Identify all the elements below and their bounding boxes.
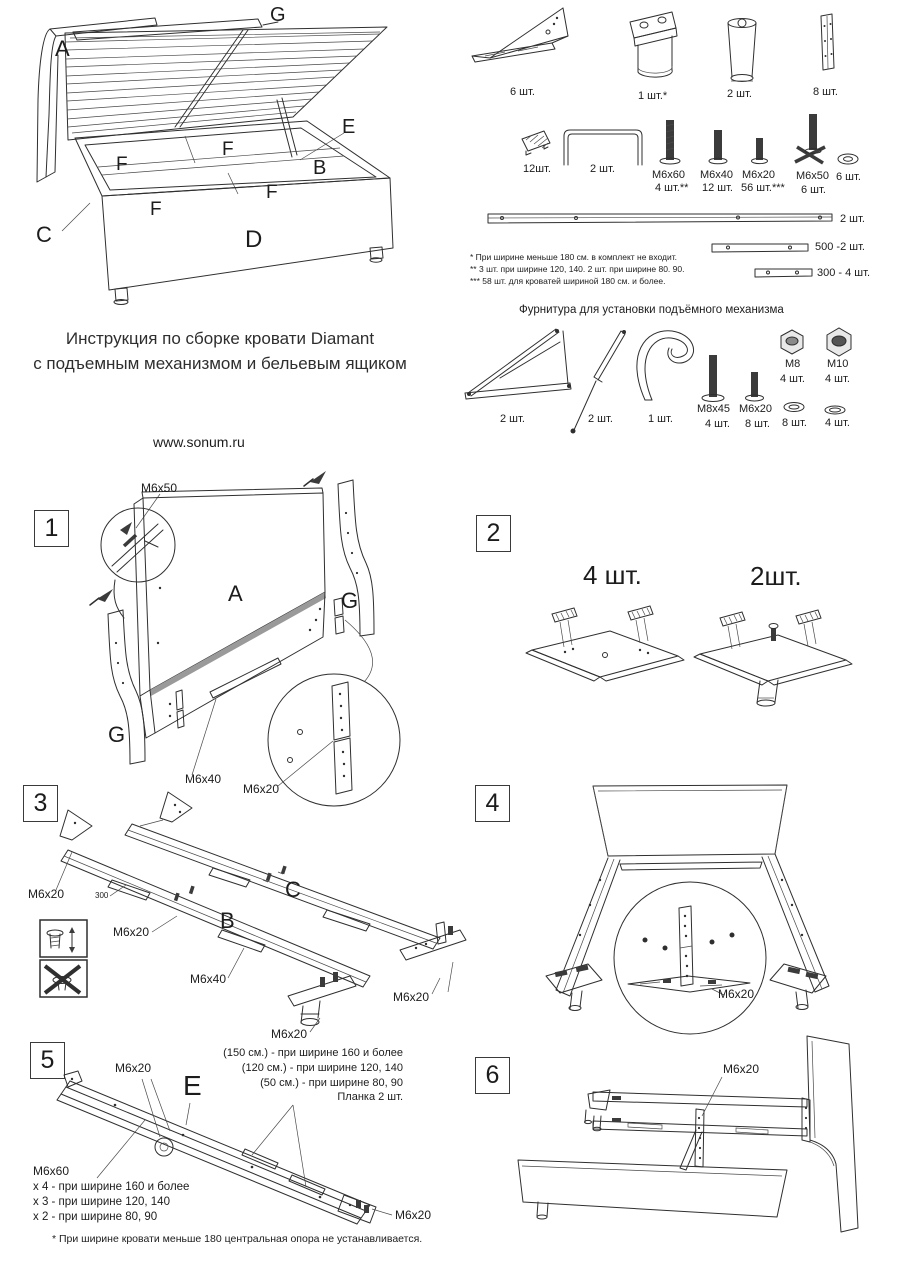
side-rail-b: [60, 810, 370, 1026]
bolt-m6x40-icon: [709, 130, 727, 164]
s1-g-right-label: G: [341, 588, 359, 613]
step-3-digit: 3: [33, 789, 48, 817]
overview-label-f4: F: [150, 199, 162, 220]
plate-qty: 8 шт.: [813, 86, 838, 98]
callout-circle-m6x50: [101, 494, 175, 618]
s1-m6x20-label: M6x20: [243, 782, 280, 796]
m6x40-label: M6x40: [700, 169, 734, 181]
rail-long-icon: [488, 214, 832, 223]
s5-qty-note-2: x 3 - при ширине 120, 140: [33, 1196, 170, 1208]
center-support-icon: [630, 12, 677, 77]
bolt-m6x60-icon: [660, 120, 680, 164]
detail-circle-plates: [268, 620, 400, 806]
s1-m6x40-label: M6x40: [185, 772, 222, 786]
detail-circle-center-support: [614, 882, 766, 1034]
corner-leg-right: [770, 964, 826, 1010]
page-footnote: * При ширине кровати меньше 180 центральная опора не устанавливается.: [52, 1233, 423, 1245]
m6x60-qty: 4 шт.**: [655, 182, 689, 194]
lift-m10-label: M10: [827, 358, 849, 370]
s1-g-left-label: G: [108, 722, 126, 747]
s1-a-label: A: [228, 581, 243, 606]
s3-b-label: B: [220, 908, 235, 933]
headboard-a: [134, 488, 344, 775]
step-4-digit: 4: [485, 789, 500, 817]
s5-m6x20-top: M6x20: [115, 1061, 152, 1075]
bolt-m6x50-allen-icon: [795, 114, 825, 163]
leg-icon: [728, 19, 756, 82]
warning-no-overdrive: [40, 960, 87, 997]
m6x20-qty: 56 шт.***: [741, 182, 785, 194]
strap-icon: [637, 331, 694, 400]
s3-m6x40-label: M6x40: [190, 972, 227, 986]
dowel-screw: [628, 606, 653, 643]
step-6-digit: 6: [485, 1061, 500, 1089]
lift-m8x45-qty: 4 шт.: [705, 418, 730, 430]
lift-mechanism-qty: 2 шт.: [500, 413, 525, 425]
page-title-line2: с подъемным механизмом и бельевым ящиком: [33, 354, 407, 373]
lift-m6x20-label: M6x20: [739, 403, 773, 415]
nut-m10-icon: [827, 328, 851, 356]
frame-left-end: [585, 1090, 622, 1131]
dowel-screw: [796, 610, 821, 646]
overview-label-f3: F: [266, 182, 278, 203]
rail-mid-qty: 500 -2 шт.: [815, 241, 865, 253]
s3-m6x20-bottom: M6x20: [271, 1027, 308, 1041]
step-1-drawing: [20, 468, 460, 820]
corner-plate-right-with-leg: [694, 610, 852, 706]
overview-label-f1: F: [222, 139, 234, 160]
bolt-m8x45-icon: [702, 355, 724, 402]
s4-m6x20-label: M6x20: [718, 987, 755, 1001]
center-support-qty: 1 шт.*: [638, 90, 668, 102]
u-bracket-qty: 2 шт.: [590, 163, 615, 175]
overview-label-d: D: [245, 226, 263, 253]
washer-qty: 6 шт.: [836, 171, 861, 183]
corner-bracket-icon: [472, 8, 568, 62]
rail-short-icon: [755, 269, 812, 277]
s3-m6x20-right: M6x20: [393, 990, 430, 1004]
plate-c-right: [400, 922, 466, 960]
s5-size-note-2: (120 см.) - при ширине 120, 140: [241, 1062, 403, 1074]
corner-leg-left: [546, 964, 602, 1011]
overview-label-c: C: [36, 222, 52, 247]
nut-m8-icon: [781, 330, 803, 354]
lift-m10-qty: 4 шт.: [825, 373, 850, 385]
page-title-line1: Инструкция по сборке кровати Diamant: [65, 329, 375, 348]
lift-strut-qty: 2 шт.: [588, 413, 613, 425]
s3-300-label: 300: [95, 891, 109, 900]
corner-plate-left: [526, 606, 684, 681]
s2-right-qty: 2шт.: [750, 561, 802, 591]
step-4-drawing: [460, 780, 900, 1045]
s5-size-note-4: Планка 2 шт.: [337, 1091, 403, 1103]
m6x50-label: M6x50: [796, 170, 830, 182]
lift-m8-qty: 4 шт.: [780, 373, 805, 385]
overview-label-f2: F: [116, 154, 128, 175]
s3-m6x20-mid: M6x20: [113, 925, 150, 939]
s5-size-note-1: (150 см.) - при ширине 160 и более: [223, 1047, 403, 1059]
overview-label-a: A: [55, 36, 70, 61]
warning-screw-depth: [40, 920, 87, 957]
lift-m6x20-qty: 8 шт.: [745, 418, 770, 430]
s5-e-label: E: [183, 1070, 202, 1101]
overview-label-g: G: [270, 4, 286, 26]
s6-m6x20-label: M6x20: [723, 1062, 760, 1076]
parts-note-3: *** 58 шт. для кроватей шириной 180 см. и более.: [470, 276, 666, 286]
step-5-digit: 5: [40, 1046, 55, 1074]
parts-note-2: ** 3 шт. при ширине 120, 140. 2 шт. при ширине 80. 90.: [470, 264, 685, 274]
center-divider: [680, 1109, 704, 1170]
outer-box: [518, 1160, 787, 1219]
lift-washer8-qty: 8 шт.: [782, 417, 807, 429]
s2-left-qty: 4 шт.: [583, 560, 642, 590]
side-rail-c: [125, 792, 466, 960]
step-6-drawing: [460, 1030, 900, 1240]
step-3-drawing: [20, 780, 470, 1055]
lift-title: Фурнитура для установки подъёмного механизма: [519, 304, 784, 316]
s5-qty-note-3: x 2 - при ширине 80, 90: [33, 1211, 158, 1223]
rail-mid-icon: [712, 244, 808, 252]
m6x20-label: M6x20: [742, 169, 776, 181]
s5-size-note-3: (50 см.) - при ширине 80, 90: [260, 1077, 403, 1089]
s5-qty-note-1: x 4 - при ширине 160 и более: [33, 1181, 190, 1193]
dowel-screw: [552, 608, 577, 647]
arrow-left: [90, 589, 113, 605]
slat-base: [65, 27, 387, 140]
pad-qty: 12шт.: [523, 163, 551, 175]
rail-long-qty: 2 шт.: [840, 213, 865, 225]
step-2-digit: 2: [486, 519, 501, 547]
website-url: www.sonum.ru: [153, 434, 245, 450]
s1-m6x50-label: M6x50: [141, 481, 178, 495]
pad-icon: [522, 131, 550, 155]
headboard-right: [807, 1036, 858, 1232]
arrow-top-right: [304, 471, 326, 486]
s5-m6x60-label: M6x60: [33, 1164, 70, 1178]
washer-8-icon: [784, 403, 804, 412]
step-2-drawing: [460, 490, 900, 715]
lift-washer4-qty: 4 шт.: [825, 417, 850, 429]
lift-m8-label: M8: [785, 358, 801, 370]
headboard-frame: [593, 785, 787, 870]
lift-mechanism-icon: [465, 329, 571, 399]
bolt-m6x20-lift-icon: [746, 372, 764, 401]
s3-m6x20-left: M6x20: [28, 887, 65, 901]
bed-overview-drawing: [10, 5, 460, 305]
overview-label-e: E: [342, 116, 356, 138]
side-rail-left: [556, 858, 620, 996]
u-bracket-icon: [564, 130, 642, 165]
bolt-m6x20-icon: [752, 138, 768, 164]
m6x50-qty: 6 шт.: [801, 184, 826, 196]
washer-4-icon: [825, 406, 845, 414]
m6x40-qty: 12 шт.: [702, 182, 733, 194]
bracket-qty: 6 шт.: [510, 86, 535, 98]
s5-m6x20-right: M6x20: [395, 1208, 432, 1222]
lift-strap-qty: 1 шт.: [648, 413, 673, 425]
parts-note-1: * При ширине меньше 180 см. в комплект не входит.: [470, 252, 678, 262]
washer-icon: [838, 154, 858, 164]
inner-frame: [585, 1090, 811, 1170]
leg-qty: 2 шт.: [727, 88, 752, 100]
overview-label-b: B: [313, 157, 327, 179]
step-1-digit: 1: [44, 514, 59, 542]
flat-plate-icon: [821, 14, 834, 70]
bracket-b-left: [60, 810, 92, 840]
s3-c-label: C: [285, 877, 301, 902]
m6x60-label: M6x60: [652, 169, 686, 181]
lift-m8x45-label: M8x45: [697, 403, 731, 415]
rail-short-qty: 300 - 4 шт.: [817, 267, 871, 279]
bracket-c-left: [140, 792, 192, 826]
